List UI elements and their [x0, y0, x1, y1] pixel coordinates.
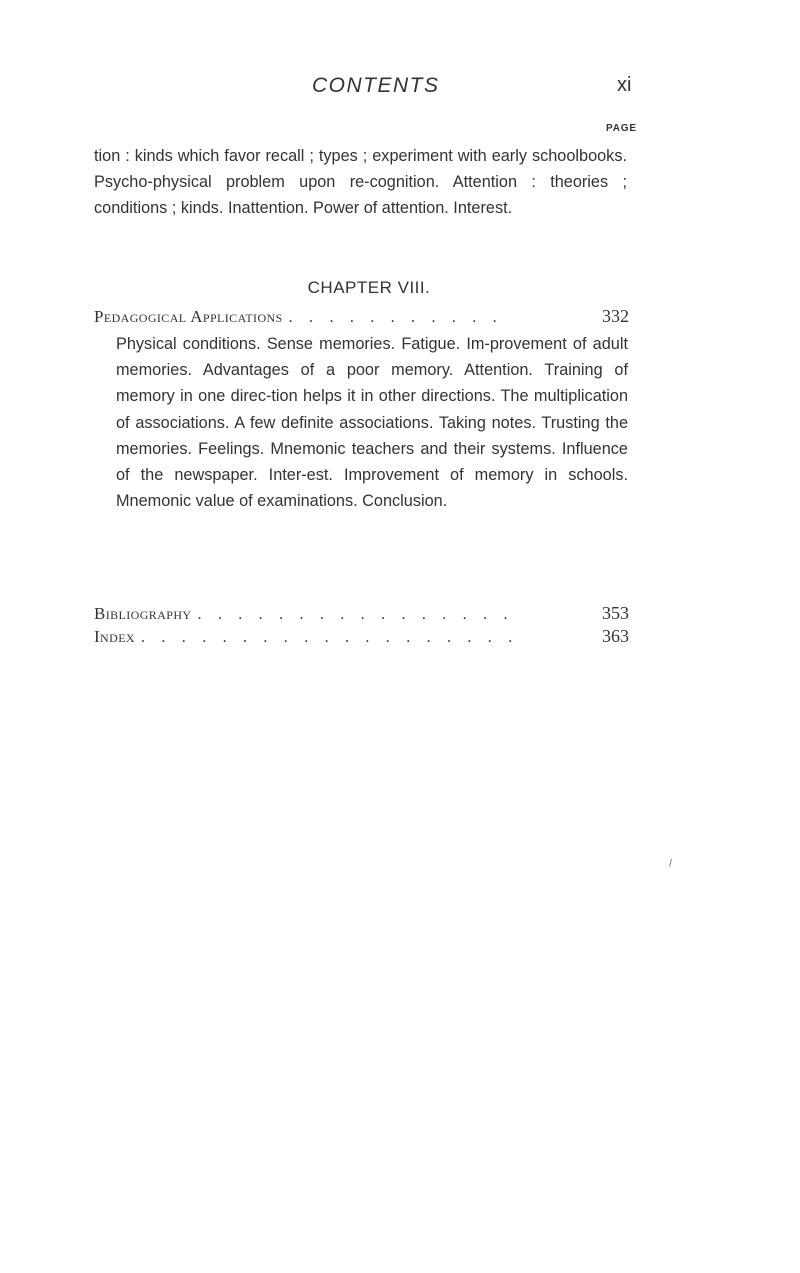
leader-dots: . . . . . . . . . . .	[288, 309, 503, 326]
continued-chapter-summary: tion : kinds which favor recall ; types ; experiment with early schoolbooks. Psycho-physical problem upon re-cognition. Attention : theories ; conditions ; kinds. Inattention. Power of attention. Interest.	[94, 147, 627, 218]
toc-entry-page: 353	[602, 603, 629, 623]
stray-print-mark	[669, 859, 674, 867]
toc-entry-pedagogical-applications[interactable]	[94, 306, 629, 332]
toc-entry-page: 332	[602, 306, 629, 326]
chapter-summary: Physical conditions. Sense memories. Fatigue. Im-provement of adult memories. Advantages of a poor memory. Attention. Training of memory in one direc-tion helps it in other directions. The multiplication of associations. A few definite associations. Taking notes. Trusting the memories. Feelings. Mnemonic teachers and their systems. Influence of the newspaper. Inter-est. Improvement of memory in schools. Mnemonic value of examinations. Conclusion.	[116, 335, 628, 511]
chapter-heading: CHAPTER VIII.	[307, 278, 431, 297]
toc-entry-index[interactable]	[94, 626, 629, 652]
toc-entry-title: Bibliography	[94, 604, 192, 623]
running-header	[0, 74, 800, 104]
toc-entry-title: Index	[94, 627, 135, 646]
toc-entry-title: Pedagogical Applications	[94, 307, 283, 326]
page-number: xi	[617, 74, 632, 96]
leader-dots: . . . . . . . . . . . . . . . . . . .	[141, 629, 519, 646]
page-column-label: PAGE	[606, 123, 637, 134]
running-title: CONTENTS	[312, 74, 440, 97]
toc-entry-page: 363	[602, 626, 629, 646]
leader-dots: . . . . . . . . . . . . . . . .	[197, 606, 514, 623]
